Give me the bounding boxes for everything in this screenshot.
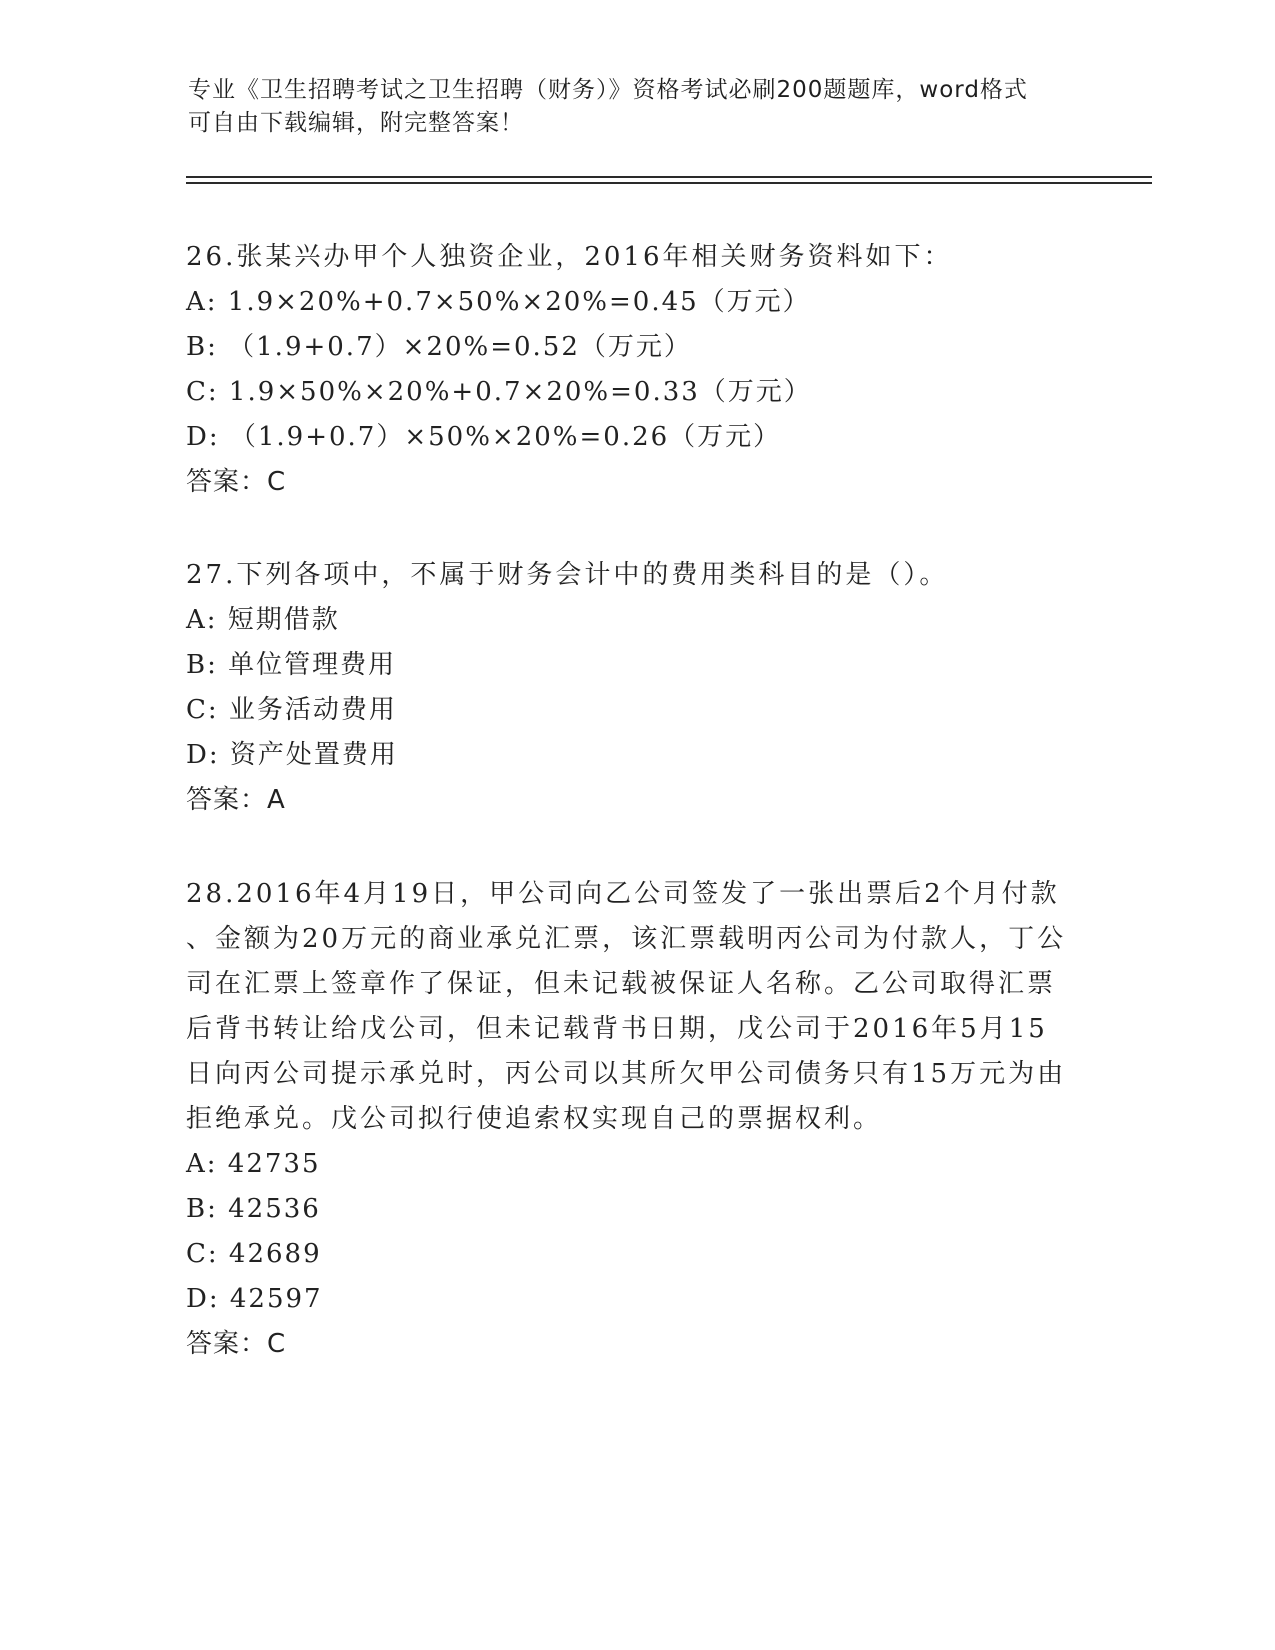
option-b: B: 单位管理费用 [186, 650, 397, 680]
stem-line: 后背书转让给戊公司，但未记载背书日期，戊公司于2016年5月15 [186, 1014, 1048, 1044]
header-line: 专业《卫生招聘考试之卫生招聘（财务）》资格考试必刷200题题库，word格式 [188, 77, 1028, 103]
header-divider [186, 176, 1152, 178]
header-line: 可自由下载编辑，附完整答案！ [188, 110, 524, 136]
stem-line: 26.张某兴办甲个人独资企业，2016年相关财务资料如下： [186, 242, 953, 272]
option-b: B: （1.9+0.7）×20%=0.52（万元） [186, 332, 692, 362]
option-c: C: 42689 [186, 1239, 322, 1269]
option-a: A: 1.9×20%+0.7×50%×20%=0.45（万元） [186, 287, 811, 317]
option-a: A: 42735 [186, 1149, 321, 1179]
option-c: C: 1.9×50%×20%+0.7×20%=0.33（万元） [186, 377, 812, 407]
answer-line: 答案：A [186, 785, 286, 815]
option-b: B: 42536 [186, 1194, 321, 1224]
stem-line: 司在汇票上签章作了保证，但未记载被保证人名称。乙公司取得汇票 [186, 969, 1057, 999]
option-d: D: （1.9+0.7）×50%×20%=0.26（万元） [186, 422, 782, 452]
stem-line: 日向丙公司提示承兑时，丙公司以其所欠甲公司债务只有15万元为由 [186, 1059, 1067, 1089]
question-27 [186, 553, 1086, 823]
stem-line: 27.下列各项中，不属于财务会计中的费用类科目的是（）。 [186, 560, 949, 590]
question-stem [186, 235, 1086, 280]
document-header [188, 74, 1088, 140]
option-d: D: 42597 [186, 1284, 323, 1314]
answer-line: 答案：C [186, 467, 287, 497]
question-stem [186, 553, 1086, 598]
stem-line: 、金额为20万元的商业承兑汇票，该汇票载明丙公司为付款人，丁公 [186, 924, 1067, 954]
stem-line: 28.2016年4月19日，甲公司向乙公司签发了一张出票后2个月付款 [186, 879, 1060, 909]
option-c: C: 业务活动费用 [186, 695, 397, 725]
stem-line: 拒绝承兑。戊公司拟行使追索权实现自己的票据权利。 [186, 1104, 883, 1134]
header-divider [186, 182, 1152, 184]
option-a: A: 短期借款 [186, 605, 340, 635]
question-28 [186, 872, 1086, 1367]
option-d: D: 资产处置费用 [186, 740, 398, 770]
answer-line: 答案：C [186, 1329, 287, 1359]
question-stem [186, 872, 1086, 1142]
question-26 [186, 235, 1086, 505]
